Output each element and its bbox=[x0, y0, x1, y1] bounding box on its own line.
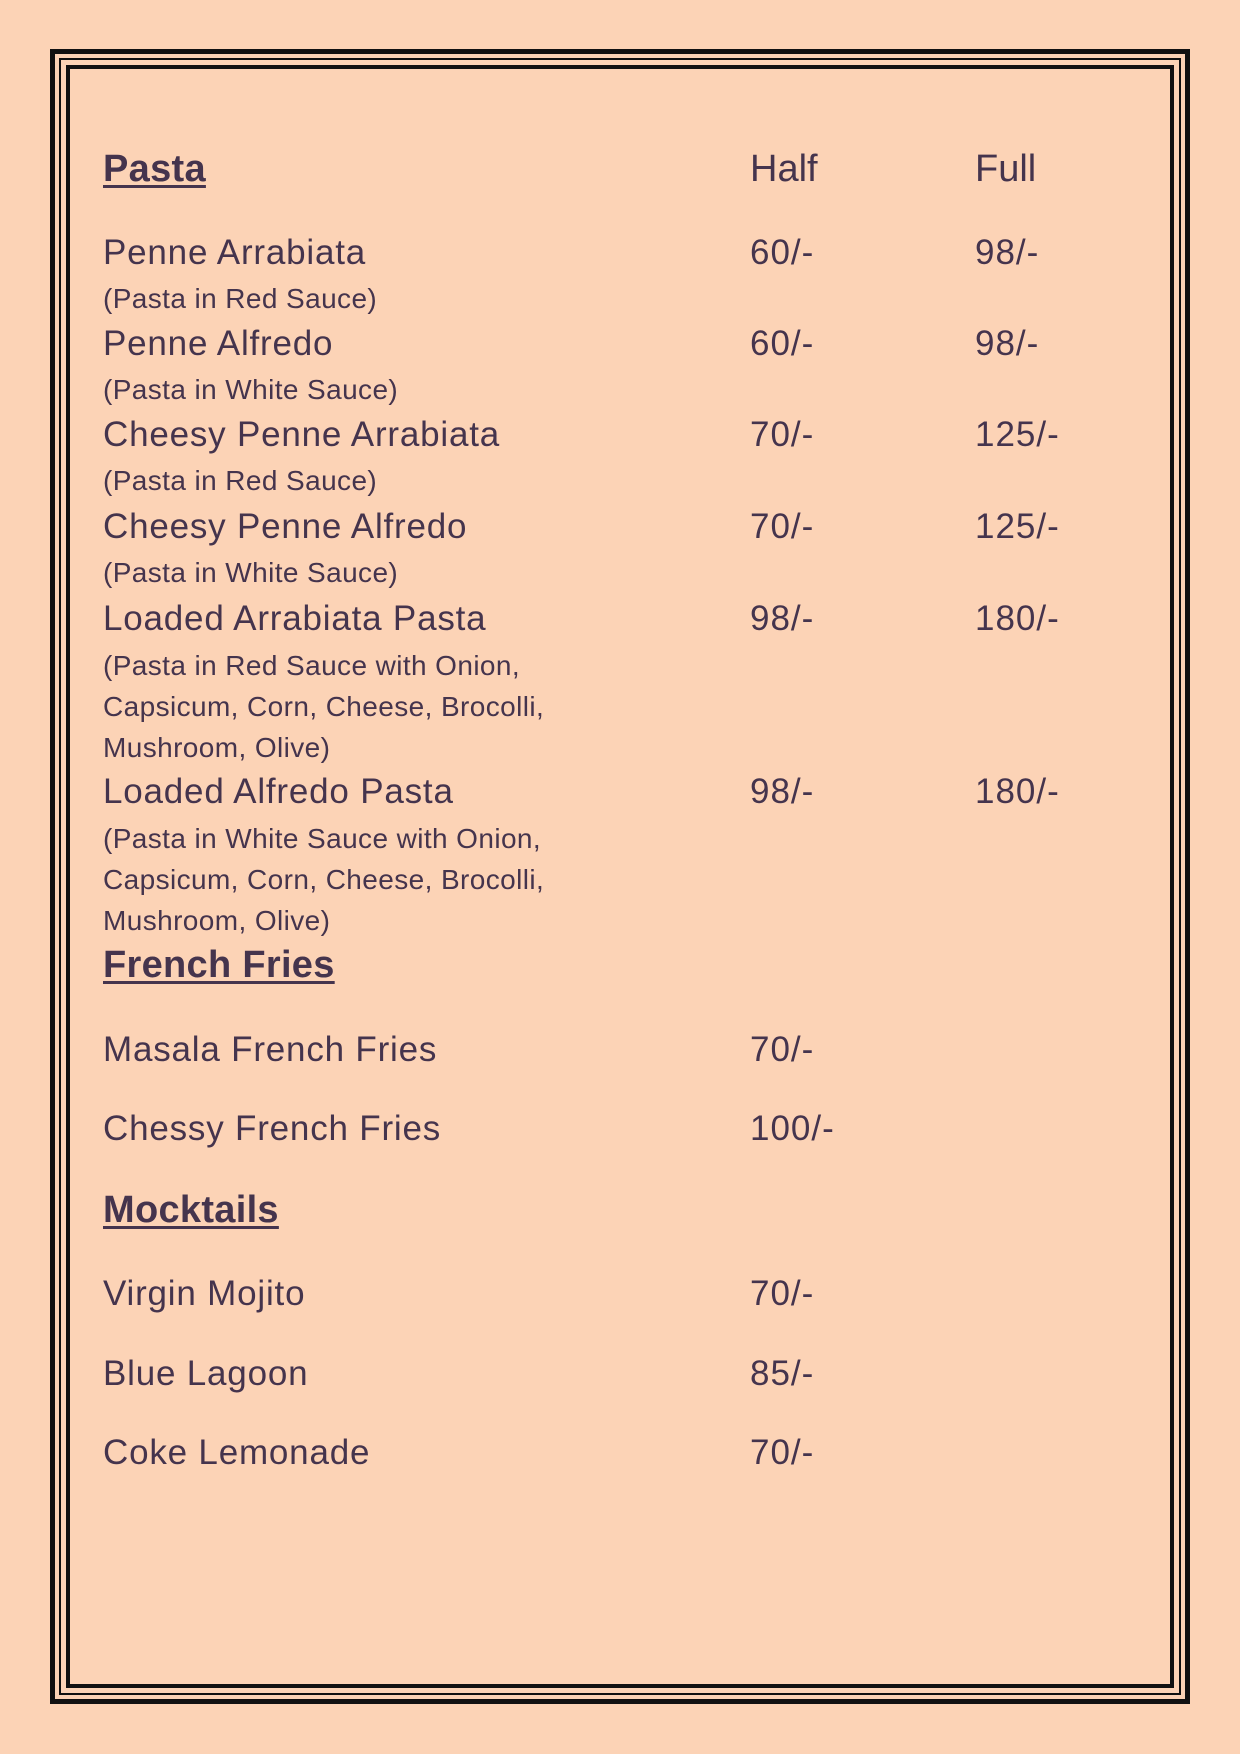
half-price: 60/- bbox=[750, 233, 815, 272]
mocktails-heading: Mocktails bbox=[103, 1189, 279, 1231]
pasta-heading: Pasta bbox=[103, 148, 206, 190]
full-column-header: Full bbox=[975, 148, 1037, 190]
menu-item-description: (Pasta in Red Sauce) bbox=[103, 283, 378, 314]
full-price: 125/- bbox=[975, 415, 1060, 454]
menu-item-description-line: (Pasta in White Sauce with Onion, bbox=[103, 823, 542, 854]
menu-item-name: Cheesy Penne Alfredo bbox=[103, 507, 468, 546]
half-price: 70/- bbox=[750, 415, 815, 454]
price: 70/- bbox=[750, 1030, 815, 1069]
full-price: 125/- bbox=[975, 507, 1060, 546]
full-price: 180/- bbox=[975, 772, 1060, 811]
menu-item-description-line: Capsicum, Corn, Cheese, Brocolli, bbox=[103, 691, 545, 722]
menu-item-description-line: Mushroom, Olive) bbox=[103, 732, 331, 763]
price: 70/- bbox=[750, 1433, 815, 1472]
menu-item-name: Masala French Fries bbox=[103, 1030, 438, 1069]
menu-item-name: Loaded Alfredo Pasta bbox=[103, 772, 454, 811]
menu-item-description-line: Capsicum, Corn, Cheese, Brocolli, bbox=[103, 864, 545, 895]
full-price: 98/- bbox=[975, 233, 1040, 272]
menu-item-name: Penne Arrabiata bbox=[103, 233, 367, 272]
half-price: 98/- bbox=[750, 599, 815, 638]
full-price: 98/- bbox=[975, 324, 1040, 363]
menu-item-name: Coke Lemonade bbox=[103, 1433, 371, 1472]
menu-item-name: Loaded Arrabiata Pasta bbox=[103, 599, 487, 638]
menu-item-description: (Pasta in White Sauce) bbox=[103, 374, 399, 405]
menu-item-name: Cheesy Penne Arrabiata bbox=[103, 415, 501, 454]
price: 85/- bbox=[750, 1354, 815, 1393]
menu-item-name: Chessy French Fries bbox=[103, 1109, 442, 1148]
half-price: 60/- bbox=[750, 324, 815, 363]
half-price: 98/- bbox=[750, 772, 815, 811]
price: 100/- bbox=[750, 1109, 835, 1148]
menu-item-name: Penne Alfredo bbox=[103, 324, 334, 363]
menu-item-name: Blue Lagoon bbox=[103, 1354, 309, 1393]
french-fries-heading: French Fries bbox=[103, 944, 335, 986]
half-price: 70/- bbox=[750, 507, 815, 546]
price: 70/- bbox=[750, 1274, 815, 1313]
menu-item-name: Virgin Mojito bbox=[103, 1274, 306, 1313]
menu-item-description: (Pasta in White Sauce) bbox=[103, 557, 399, 588]
half-column-header: Half bbox=[750, 148, 818, 190]
menu-item-description: (Pasta in Red Sauce) bbox=[103, 465, 378, 496]
menu-item-description-line: Mushroom, Olive) bbox=[103, 905, 331, 936]
full-price: 180/- bbox=[975, 599, 1060, 638]
menu-item-description-line: (Pasta in Red Sauce with Onion, bbox=[103, 650, 521, 681]
